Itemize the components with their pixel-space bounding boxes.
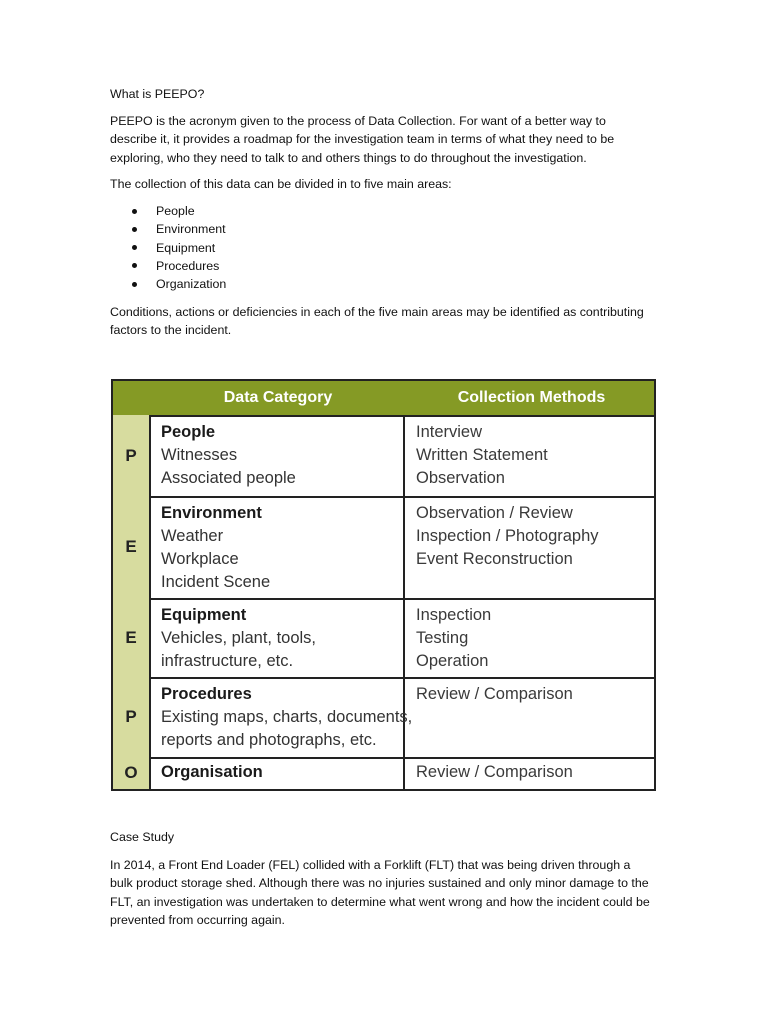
header-collection-methods: Collection Methods xyxy=(457,389,606,406)
table-row xyxy=(113,415,654,498)
category-title: Environment xyxy=(161,504,262,522)
row-category xyxy=(151,677,413,757)
header-data-category: Data Category xyxy=(223,389,333,406)
method-item: Inspection / Photography xyxy=(416,527,599,545)
category-item: Existing maps, charts, documents, xyxy=(161,708,413,726)
category-title: Organisation xyxy=(161,763,263,781)
method-item: Review / Comparison xyxy=(416,685,573,703)
row-letter: P xyxy=(113,677,151,757)
category-title: Procedures xyxy=(161,685,252,703)
category-item: Associated people xyxy=(161,469,296,487)
category-item: Weather xyxy=(161,527,224,545)
row-category xyxy=(151,496,405,598)
method-item: Interview xyxy=(416,423,483,441)
method-item: Written Statement xyxy=(416,446,548,464)
bullet-icon xyxy=(132,209,137,214)
method-item: Inspection xyxy=(416,606,492,624)
row-methods xyxy=(407,757,656,789)
list-item: Equipment xyxy=(110,239,226,257)
list-item: People xyxy=(110,202,226,220)
table-row xyxy=(113,677,654,759)
category-item: Witnesses xyxy=(161,446,238,464)
category-item: Incident Scene xyxy=(161,573,271,591)
row-methods xyxy=(407,598,656,677)
areas-list xyxy=(110,202,226,293)
table-header xyxy=(113,381,654,417)
table-row xyxy=(113,496,654,600)
row-letter: P xyxy=(113,415,151,496)
intro-paragraph: PEEPO is the acronym given to the process of Data Collection. For want of a better way to describe it, it provides a roadmap for the investigation team in terms of what they need to be exploring, who they need to talk to and others things to do throughout the investigation. xyxy=(110,114,615,165)
method-item: Operation xyxy=(416,652,489,670)
category-item: infrastructure, etc. xyxy=(161,652,294,670)
method-item: Observation xyxy=(416,469,505,487)
table-row xyxy=(113,757,654,789)
bullet-icon xyxy=(132,227,137,232)
row-letter: E xyxy=(113,598,151,677)
table-row xyxy=(113,598,654,679)
category-item: reports and photographs, etc. xyxy=(161,731,377,749)
list-item: Organization xyxy=(110,275,226,293)
row-methods xyxy=(407,677,656,757)
peepo-table xyxy=(111,379,656,791)
bullet-icon xyxy=(132,263,137,268)
category-item: Vehicles, plant, tools, xyxy=(161,629,317,647)
category-title: Equipment xyxy=(161,606,247,624)
method-item: Review / Comparison xyxy=(416,763,573,781)
conditions-paragraph: Conditions, actions or deficiencies in each of the five main areas may be identified as contributing factors to the incident. xyxy=(110,305,644,338)
method-item: Observation / Review xyxy=(416,504,573,522)
divided-paragraph: The collection of this data can be divided in to five main areas: xyxy=(110,177,452,191)
bullet-icon xyxy=(132,245,137,250)
row-methods xyxy=(407,415,656,496)
list-item: Environment xyxy=(110,220,226,238)
row-letter: O xyxy=(113,757,151,789)
case-study-heading: Case Study xyxy=(110,830,175,844)
row-methods xyxy=(407,496,656,598)
category-title: People xyxy=(161,423,216,441)
row-category xyxy=(151,757,405,789)
heading-what-is-peepo: What is PEEPO? xyxy=(110,87,205,101)
list-item: Procedures xyxy=(110,257,226,275)
row-letter: E xyxy=(113,496,151,598)
case-study-paragraph: In 2014, a Front End Loader (FEL) collided with a Forklift (FLT) that was being driven through a bulk product storage shed. Although there was no injuries sustained and only minor damage to the FLT, an investigation was undertaken to determine what went wrong and how the incident could be prevented from occurring again. xyxy=(110,858,650,927)
bullet-icon xyxy=(132,282,137,287)
row-category xyxy=(151,415,405,496)
category-item: Workplace xyxy=(161,550,239,568)
method-item: Testing xyxy=(416,629,469,647)
method-item: Event Reconstruction xyxy=(416,550,573,568)
row-category xyxy=(151,598,405,677)
